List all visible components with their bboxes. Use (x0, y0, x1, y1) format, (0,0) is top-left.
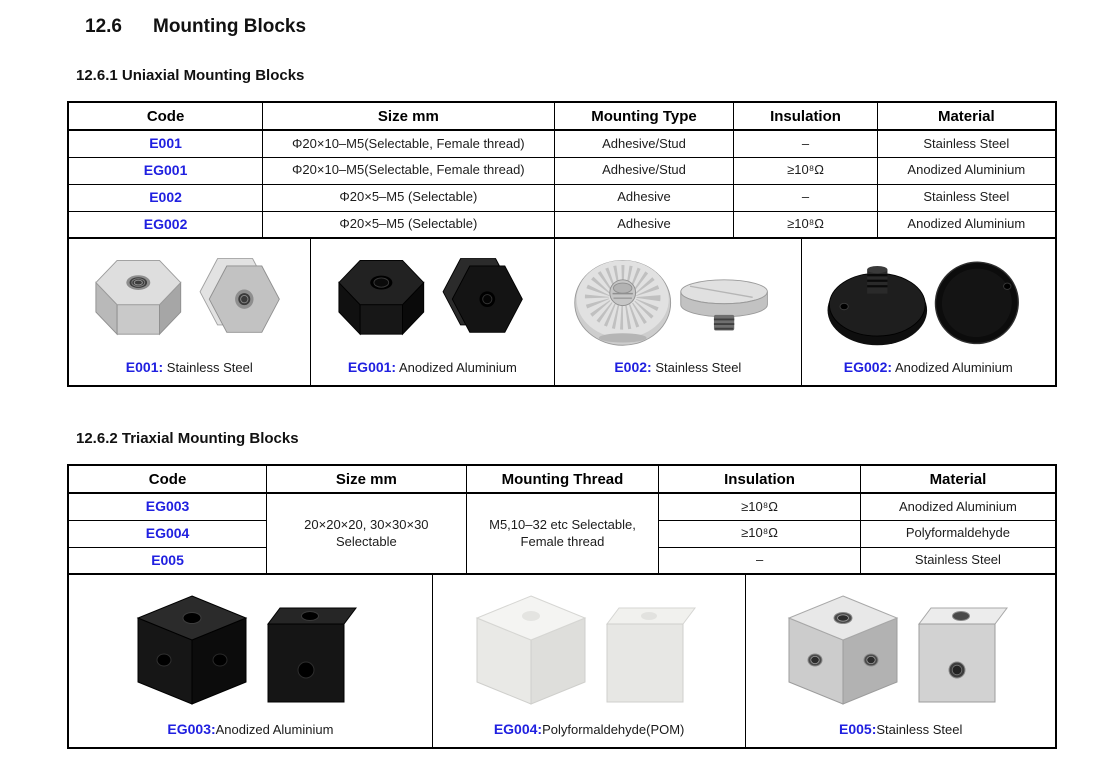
material-cell: Stainless Steel (877, 184, 1056, 211)
uniaxial-table (67, 101, 1057, 387)
size-cell: Φ20×5–M5 (Selectable) (263, 184, 554, 211)
insulation-cell: – (659, 547, 861, 574)
insulation-cell: ≥10⁸Ω (659, 520, 861, 547)
product-caption: EG003:Anodized Aluminium (167, 720, 334, 737)
insulation-cell: – (734, 130, 877, 157)
product-figure-eg003 (69, 575, 433, 747)
mounting-thread-merged-cell: M5,10–32 etc Selectable, Female thread (466, 493, 659, 574)
product-image-eg003 (69, 575, 432, 721)
code-cell: EG001 (68, 157, 263, 184)
material-cell: Anodized Aluminium (860, 493, 1056, 520)
mounting-cell: Adhesive (554, 211, 734, 238)
section-title: Mounting Blocks (153, 16, 307, 37)
uniaxial-gallery-row (68, 238, 1056, 386)
product-figure-e002 (555, 239, 802, 385)
triaxial-gallery (69, 575, 1055, 747)
column-header-code: Code (68, 465, 267, 493)
size-cell: Φ20×10–M5(Selectable, Female thread) (263, 130, 554, 157)
uniaxial-header-row (68, 102, 1056, 130)
triaxial-table (67, 464, 1057, 749)
product-image-e002 (555, 239, 801, 359)
product-figure-eg001 (311, 239, 556, 385)
column-header-size: Size mm (263, 102, 554, 130)
product-caption: EG004:Polyformaldehyde(POM) (493, 720, 685, 737)
product-image-eg004 (433, 575, 746, 721)
insulation-cell: ≥10⁸Ω (734, 211, 877, 238)
column-header-size: Size mm (267, 465, 467, 493)
product-figure-eg002 (802, 239, 1055, 385)
column-header-insulation: Insulation (734, 102, 877, 130)
product-caption: EG001: Anodized Aluminium (347, 358, 517, 375)
table-row (68, 130, 1056, 157)
size-cell: Φ20×10–M5(Selectable, Female thread) (263, 157, 554, 184)
triaxial-heading: 12.6.2 Triaxial Mounting Blocks (76, 430, 299, 447)
mounting-cell: Adhesive/Stud (554, 157, 734, 184)
mounting-cell: Adhesive (554, 184, 734, 211)
product-image-eg001 (311, 239, 555, 359)
insulation-cell: – (734, 184, 877, 211)
column-header-mounting-thread: Mounting Thread (466, 465, 659, 493)
material-cell: Anodized Aluminium (877, 211, 1056, 238)
product-figure-e001 (69, 239, 311, 385)
material-cell: Stainless Steel (877, 130, 1056, 157)
column-header-material: Material (860, 465, 1056, 493)
material-cell: Polyformaldehyde (860, 520, 1056, 547)
mounting-cell: Adhesive/Stud (554, 130, 734, 157)
table-row (68, 184, 1056, 211)
product-image-e001 (69, 239, 310, 359)
uniaxial-gallery (69, 239, 1055, 385)
code-cell: EG002 (68, 211, 263, 238)
product-caption: E002: Stainless Steel (614, 358, 742, 375)
table-row (68, 493, 1056, 520)
size-merged-cell: 20×20×20, 30×30×30 Selectable (267, 493, 467, 574)
product-caption: E005:Stainless Steel (839, 720, 963, 737)
product-figure-eg004 (433, 575, 747, 747)
product-caption: E001: Stainless Steel (125, 358, 253, 375)
code-cell: E001 (68, 130, 263, 157)
product-caption: EG002: Anodized Aluminium (843, 358, 1013, 375)
page-title (85, 15, 1057, 38)
column-header-insulation: Insulation (659, 465, 861, 493)
table-row (68, 211, 1056, 238)
code-cell: EG004 (68, 520, 267, 547)
product-figure-e005 (746, 575, 1055, 747)
insulation-cell: ≥10⁸Ω (734, 157, 877, 184)
section-number: 12.6 (85, 16, 122, 37)
product-image-e005 (746, 575, 1055, 721)
triaxial-gallery-row (68, 574, 1056, 748)
code-cell: E002 (68, 184, 263, 211)
column-header-code: Code (68, 102, 263, 130)
column-header-material: Material (877, 102, 1056, 130)
code-cell: E005 (68, 547, 267, 574)
code-cell: EG003 (68, 493, 267, 520)
material-cell: Stainless Steel (860, 547, 1056, 574)
insulation-cell: ≥10⁸Ω (659, 493, 861, 520)
material-cell: Anodized Aluminium (877, 157, 1056, 184)
uniaxial-heading: 12.6.1 Uniaxial Mounting Blocks (76, 67, 305, 84)
column-header-mounting-type: Mounting Type (554, 102, 734, 130)
size-cell: Φ20×5–M5 (Selectable) (263, 211, 554, 238)
table-row (68, 157, 1056, 184)
product-image-eg002 (802, 239, 1055, 359)
triaxial-header-row (68, 465, 1056, 493)
